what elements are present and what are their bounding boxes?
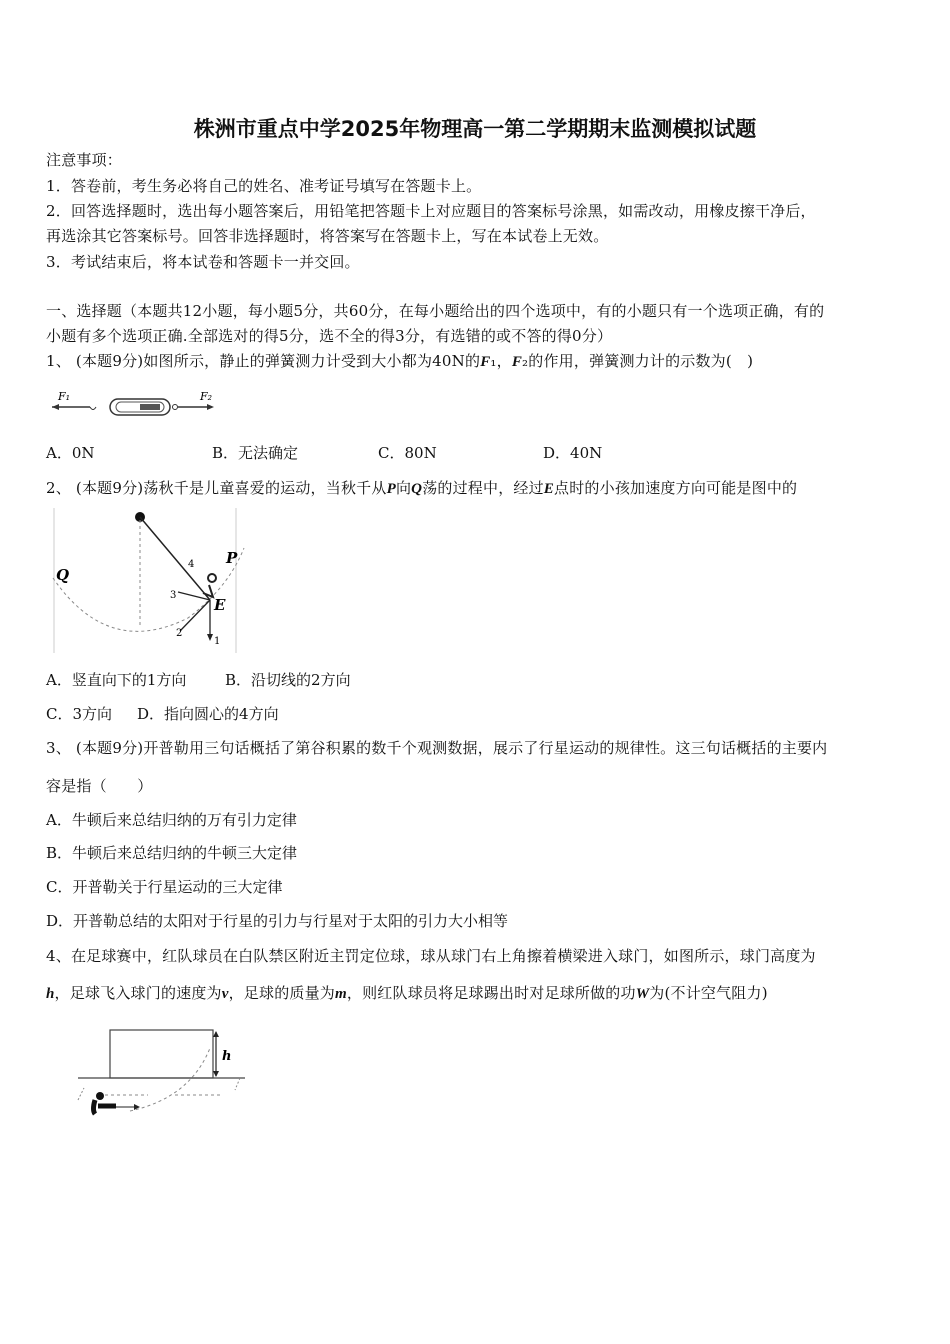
point-e-label: E (214, 596, 226, 614)
notice-item: 3．考试结束后，将本试卷和答题卡一并交回。 (46, 253, 360, 271)
page-title: 株洲市重点中学2025年物理高一第二学期期末监测模拟试题 (193, 117, 757, 141)
option-a[interactable]: A．0N (46, 444, 95, 462)
text-segment: 荡的过程中，经过 (422, 479, 544, 497)
question-2-stem (46, 478, 797, 499)
force-label-f2: F₂ (200, 390, 213, 403)
notice-heading: 注意事项： (46, 151, 123, 169)
math-variable: m (335, 986, 347, 1002)
goal-height-label: h (222, 1049, 232, 1064)
option-a[interactable]: A．牛顿后来总结归纳的万有引力定律 (46, 811, 297, 829)
question-4-stem-cont (46, 983, 768, 1004)
swing-figure (48, 508, 258, 653)
direction-2-label: 2 (176, 628, 183, 639)
question-3-stem: 3、 (本题9分)开普勒用三句话概括了第谷积累的数千个观测数据，展示了行星运动的规律性。这三句话概括的主要内 (46, 739, 828, 757)
math-variable: E (543, 481, 555, 497)
math-variable: F (480, 354, 491, 370)
math-variable: v (221, 986, 229, 1002)
option-d[interactable]: D．指向圆心的4方向 (137, 705, 279, 723)
text-segment: ₂ (522, 352, 529, 370)
math-variable: h (46, 986, 55, 1002)
text-segment: ，足球的质量为 (228, 984, 336, 1002)
text-segment: ，则红队球员将足球踢出时对足球所做的功 (346, 984, 636, 1002)
spring-scale-figure (50, 388, 220, 424)
question-1-stem (46, 351, 753, 372)
text-segment: 为(不计空气阻力) (649, 984, 768, 1002)
option-d[interactable]: D．开普勒总结的太阳对于行星的引力与行星对于太阳的引力大小相等 (46, 912, 509, 930)
text-segment: ₁ (490, 352, 497, 370)
section-heading-cont: 小题有多个选项正确.全部选对的得5分，选不全的得3分，有选错的或不答的得0分） (46, 327, 613, 345)
text-segment: ， (496, 352, 512, 370)
notice-item: 2．回答选择题时，选出每小题答案后，用铅笔把答题卡上对应题目的答案标号涂黑，如需改动，用橡皮擦干净后， (46, 202, 816, 220)
text-segment: 点时的小孩加速度方向可能是图中的 (554, 479, 798, 497)
option-d[interactable]: D．40N (543, 444, 603, 462)
section-heading: 一、选择题（本题共12小题，每小题5分，共60分，在每小题给出的四个选项中，有的小题只有一个选项正确，有的 (46, 302, 825, 320)
point-q-label: Q (56, 566, 70, 584)
option-c[interactable]: C．3方向 (46, 705, 113, 723)
notice-item: 再选涂其它答案标号。回答非选择题时，将答案写在答题卡上，写在本试卷上无效。 (46, 227, 609, 245)
text-segment: ，足球飞入球门的速度为 (54, 984, 222, 1002)
direction-4-label: 4 (188, 559, 195, 570)
option-b[interactable]: B．沿切线的2方向 (225, 671, 351, 689)
math-variable: Q (411, 481, 423, 497)
option-b[interactable]: B．牛顿后来总结归纳的牛顿三大定律 (46, 844, 298, 862)
force-label-f1: F₁ (58, 390, 71, 403)
text-segment: 向 (395, 479, 412, 497)
text-segment: 的作用，弹簧测力计的示数为( ) (528, 352, 754, 370)
question-3-stem-cont: 容是指（ ） (46, 777, 153, 795)
math-variable: W (635, 986, 650, 1002)
notice-item: 1．答卷前，考生务必将自己的姓名、准考证号填写在答题卡上。 (46, 177, 482, 195)
question-4-stem: 4、在足球赛中，红队球员在白队禁区附近主罚定位球，球从球门右上角擦着横梁进入球门，如图所示，球门高度为 (46, 947, 816, 965)
direction-3-label: 3 (170, 590, 177, 601)
option-b[interactable]: B．无法确定 (212, 444, 299, 462)
option-a[interactable]: A．竖直向下的1方向 (46, 671, 187, 689)
soccer-goal-figure (70, 1028, 250, 1128)
option-c[interactable]: C．80N (378, 444, 437, 462)
math-variable: F (511, 354, 523, 370)
text-segment: 1、 (本题9分)如图所示，静止的弹簧测力计受到大小都为40N的 (46, 352, 481, 370)
math-variable: P (386, 481, 396, 497)
direction-1-label: 1 (214, 636, 221, 647)
text-segment: 2、 (本题9分)荡秋千是儿童喜爱的运动，当秋千从 (46, 479, 387, 497)
point-p-label: P (226, 549, 238, 567)
option-c[interactable]: C．开普勒关于行星运动的三大定律 (46, 878, 283, 896)
